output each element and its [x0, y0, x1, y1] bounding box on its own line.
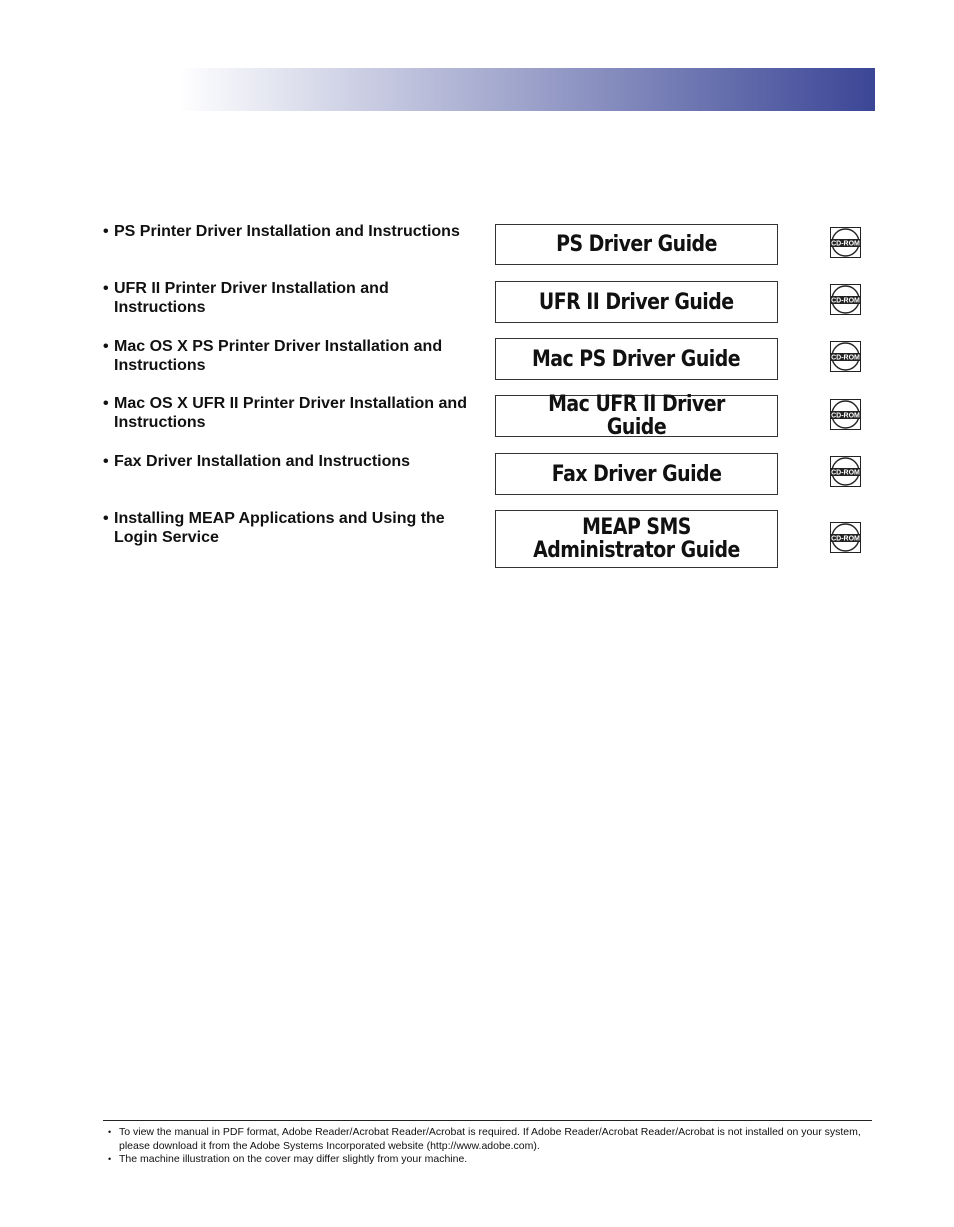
bullet: •: [103, 223, 109, 240]
guide-title-box[interactable]: [495, 338, 778, 380]
guide-description: [103, 279, 475, 317]
guide-description-text: Mac OS X PS Printer Driver Installation and Instructions: [114, 338, 443, 374]
guide-title: UFR II Driver Guide: [539, 289, 734, 315]
guide-title-box[interactable]: [495, 510, 778, 568]
cd-rom-icon: [830, 522, 861, 553]
guide-title: MEAP SMS Administrator Guide: [533, 515, 740, 563]
guide-description: [103, 222, 475, 241]
bullet: •: [103, 395, 109, 412]
bullet: •: [108, 1127, 112, 1137]
guide-description: [103, 394, 475, 432]
guide-description: [103, 509, 475, 547]
guide-title-box[interactable]: [495, 224, 778, 265]
bullet: •: [103, 510, 109, 527]
cd-rom-label: CD-ROM: [831, 412, 860, 420]
guide-description: [103, 452, 475, 471]
guide-description: [103, 337, 475, 375]
guide-title-box[interactable]: [495, 392, 778, 440]
guide-title-box[interactable]: [495, 281, 778, 323]
guide-description-text: Installing MEAP Applications and Using the Login Service: [114, 510, 445, 546]
guide-title: PS Driver Guide: [556, 232, 717, 257]
guide-description-text: Mac OS X UFR II Printer Driver Installation and Instructions: [114, 395, 467, 431]
footer-divider: [103, 1120, 872, 1121]
cd-rom-icon: [830, 341, 861, 372]
bullet: •: [103, 453, 109, 470]
cd-rom-label: CD-ROM: [831, 354, 860, 362]
cd-rom-icon: [830, 284, 861, 315]
cd-rom-label: CD-ROM: [831, 240, 860, 248]
bullet: •: [103, 280, 109, 297]
footer-note-text: The machine illustration on the cover may differ slightly from your machine.: [119, 1153, 468, 1165]
footer-note-text: To view the manual in PDF format, Adobe Reader/Acrobat Reader/Acrobat is required. If Adobe Reader/Acrobat Reader/Acrobat is not installed on your system, please download it from the Adobe Systems Incorporated website (http://www.adobe.com).: [119, 1126, 861, 1152]
guide-title: Fax Driver Guide: [551, 461, 722, 487]
footer-note: [108, 1126, 870, 1153]
cd-rom-label: CD-ROM: [831, 469, 860, 477]
cd-rom-label: CD-ROM: [831, 297, 860, 305]
guide-title: Mac UFR II Driver Guide: [548, 392, 725, 440]
bullet: •: [103, 338, 109, 355]
footer-note: [108, 1153, 870, 1167]
guide-title: Mac PS Driver Guide: [532, 346, 741, 372]
guide-description-text: PS Printer Driver Installation and Instructions: [114, 223, 460, 240]
cd-rom-icon: [830, 399, 861, 430]
guide-title-box[interactable]: [495, 453, 778, 495]
guide-description-text: Fax Driver Installation and Instructions: [114, 453, 411, 470]
bullet: •: [108, 1154, 112, 1164]
header-gradient-band: [178, 68, 875, 111]
cd-rom-label: CD-ROM: [831, 535, 860, 543]
footer-notes: [108, 1126, 870, 1167]
cd-rom-icon: [830, 456, 861, 487]
cd-rom-icon: [830, 227, 861, 258]
guide-description-text: UFR II Printer Driver Installation and Instructions: [114, 280, 389, 316]
